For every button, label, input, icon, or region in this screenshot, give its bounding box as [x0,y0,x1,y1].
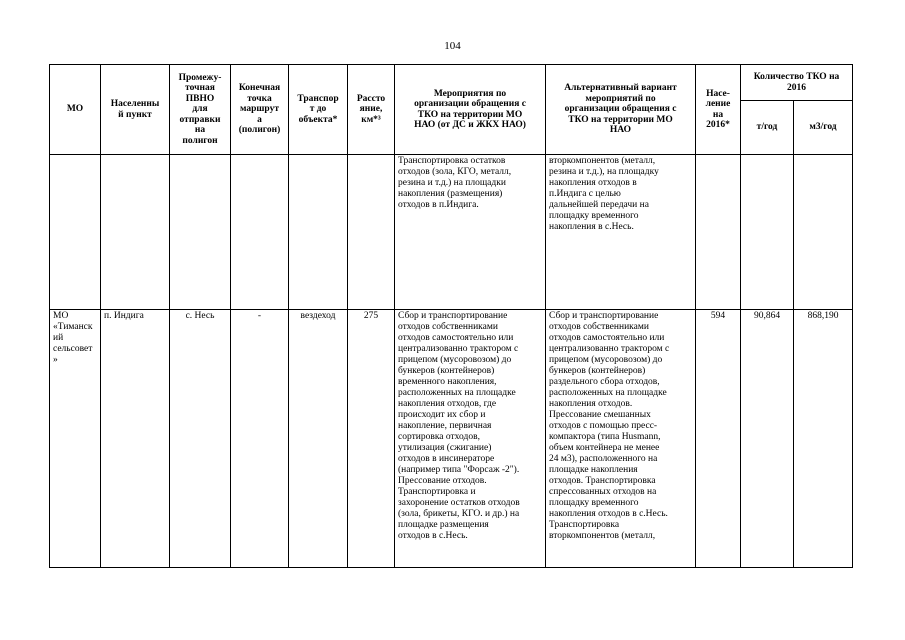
header-transport: Транспор т до объекта* [289,65,348,155]
header-intermediate: Промежу- точная ПВНО для отправки на полигон [170,65,231,155]
cell-distance: 275 [348,310,395,568]
cell-measures: Сбор и транспортирование отходов собственниками отходов самостоятельно или централизованно трактором с прицепом (мусоровозом) до бункеров (контейнеров) временного накопления, расположенных на площадке накопления отходов, где происходит их сбор и накопление, первичная сортировка отходов, утилизация (сжигание) отходов в инсинераторе (например типа "Форсаж -2"). Прессование отходов. Транспортировка и захоронение остатков отходов (зола, брикеты, КГО. и др.) на площадке размещения отходов в с.Несь. [395,310,546,568]
header-measures: Мероприятия по организации обращения с ТКО на территории МО НАО (от ДС и ЖКХ НАО) [395,65,546,155]
cell-population: 594 [696,310,741,568]
cell-alternative: Сбор и транспортирование отходов собственниками отходов самостоятельно или централизованно трактором с прицепом (мусоровозом) до бункеров (контейнеров) раздельного сбора отходов, расположенных на площадке накопления отходов. Прессование смешанных отходов с помощью пресс- компактора (типа Husmann, объем контейнера не менее 24 м3), расположенного на площадке накопления отходов. Транспортировка спрессованных отходов на площадку временного накопления отходов в с.Несь. Транспортировка вторкомпонентов (металл, [546,310,696,568]
cell-distance [348,155,395,310]
cell-settlement: п. Индига [101,310,170,568]
cell-intermediate [170,155,231,310]
header-settlement: Населенны й пункт [101,65,170,155]
cell-tons [741,155,794,310]
header-alternative: Альтернативный вариант мероприятий по организации обращения с ТКО на территории МО НАО [546,65,696,155]
header-endpoint: Конечная точка маршрут а (полигон) [231,65,289,155]
cell-tons: 90,864 [741,310,794,568]
table-row [50,310,853,568]
cell-endpoint: - [231,310,289,568]
header-population: Насе- ление на 2016* [696,65,741,155]
cell-transport [289,155,348,310]
tko-table [49,64,853,568]
cell-m3 [794,155,853,310]
header-quantity: Количество ТКО на 2016 [741,65,853,101]
table-row [50,155,853,310]
cell-population [696,155,741,310]
cell-alternative: вторкомпонентов (металл, резина и т.д.), на площадку накопления отходов в п.Индига с целью дальнейшей передачи на площадку временного накопления в с.Несь. [546,155,696,310]
cell-mo [50,155,101,310]
cell-endpoint [231,155,289,310]
cell-mo: МО «Тиманский сельсовет» [50,310,101,568]
cell-intermediate: с. Несь [170,310,231,568]
header-mo: МО [50,65,101,155]
cell-transport: вездеход [289,310,348,568]
header-m3: м3/год [794,101,853,155]
header-tons: т/год [741,101,794,155]
cell-settlement [101,155,170,310]
page-number: 104 [444,40,461,52]
cell-measures: Транспортировка остатков отходов (зола, КГО, металл, резина и т.д.) на площадки накопления (размещения) отходов в п.Индига. [395,155,546,310]
header-distance: Рассто яние, км*³ [348,65,395,155]
cell-m3: 868,190 [794,310,853,568]
